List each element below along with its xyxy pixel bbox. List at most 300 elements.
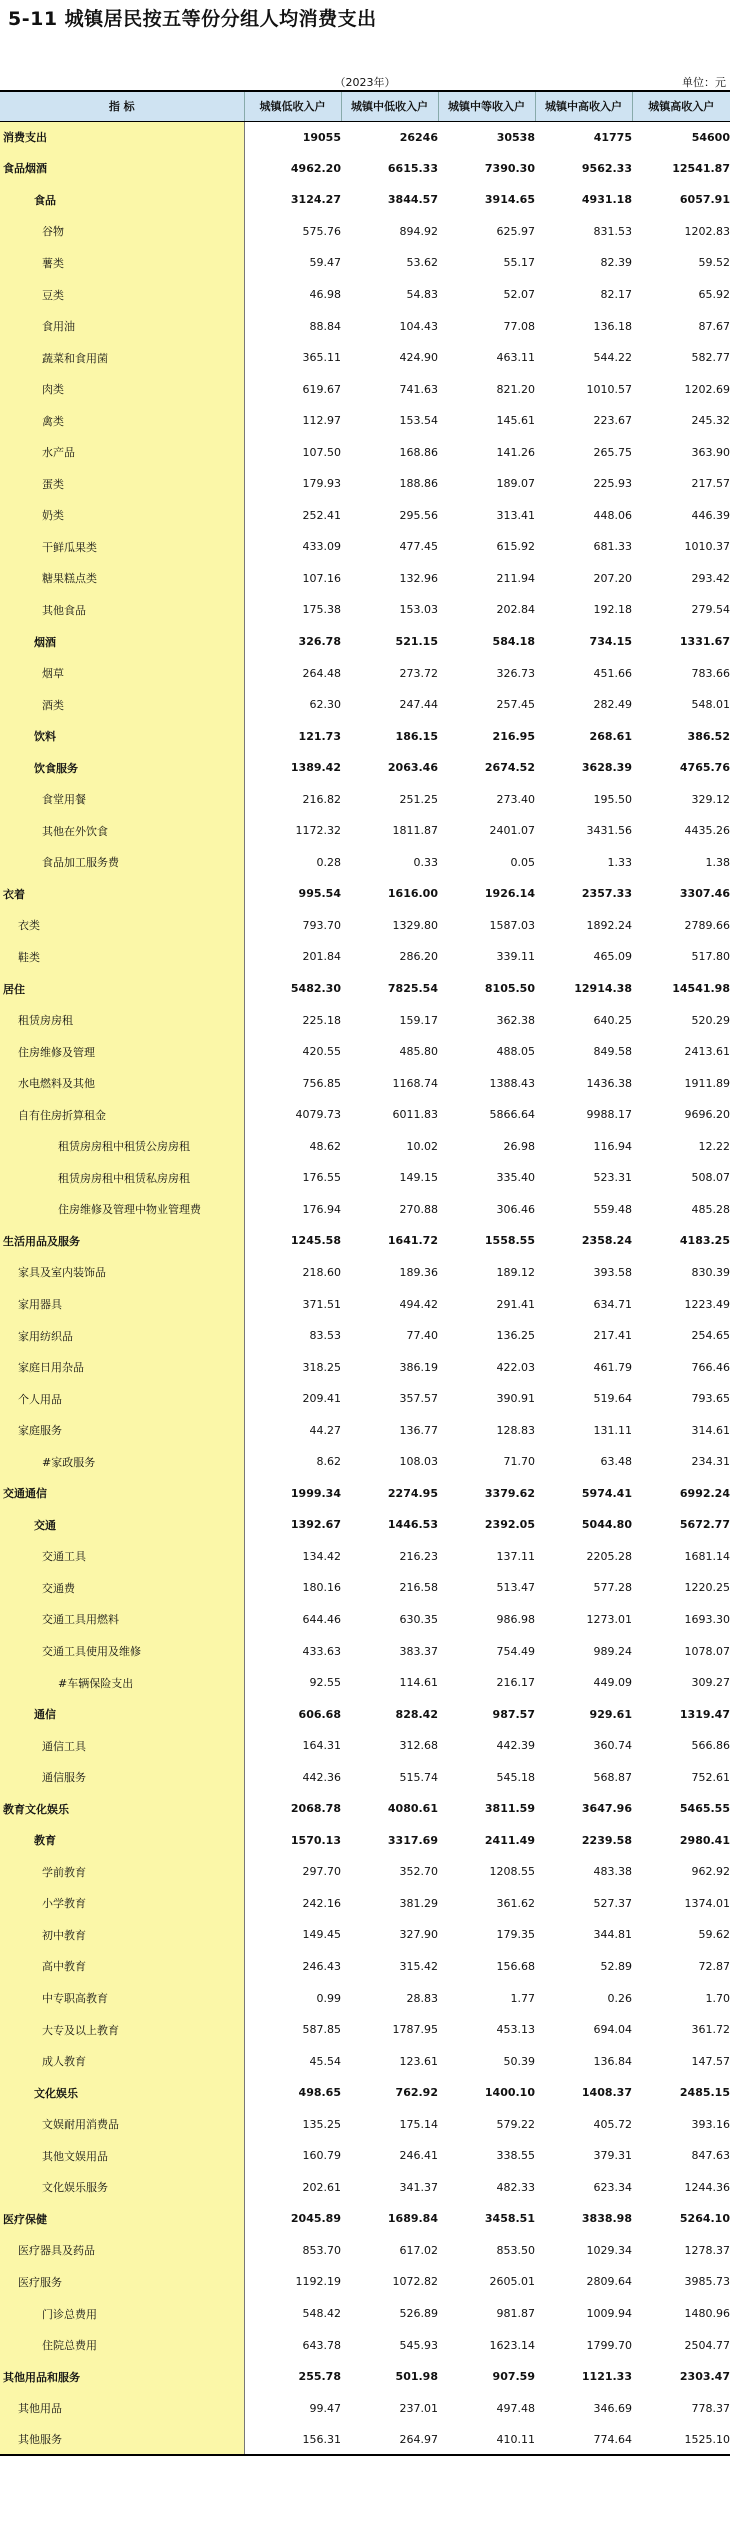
row-value: 291.41 (496, 1297, 535, 1311)
table-row (0, 626, 730, 658)
row-value: 87.67 (698, 319, 730, 333)
row-label: #家政服务 (0, 1446, 244, 1478)
row-value: 433.09 (302, 540, 341, 554)
row-label: 教育 (0, 1825, 244, 1857)
row-label: 衣着 (0, 878, 244, 910)
table-row (0, 2266, 730, 2298)
row-value: 587.85 (302, 2023, 341, 2037)
row-value: 112.97 (302, 414, 341, 428)
row-value: 5974.41 (581, 1486, 632, 1500)
row-value: 1480.96 (684, 2307, 730, 2320)
row-value: 485.28 (691, 1202, 730, 1216)
row-value: 1168.74 (392, 1076, 438, 1090)
row-value: 209.41 (302, 1392, 341, 1406)
table-row (0, 1478, 730, 1510)
row-value: 1172.32 (295, 824, 341, 838)
row-value: 619.67 (302, 382, 341, 396)
row-value: 579.22 (496, 2117, 535, 2131)
row-value: 1400.10 (484, 2086, 535, 2100)
row-value: 327.90 (399, 1928, 438, 1942)
row-value: 1121.33 (581, 2370, 632, 2384)
row-value: 52.07 (503, 288, 535, 301)
row-value: 821.20 (496, 382, 535, 396)
row-value: 175.14 (399, 2117, 438, 2131)
row-value: 312.68 (399, 1739, 438, 1753)
row-value: 410.11 (438, 2424, 535, 2456)
row-value: 3914.65 (484, 193, 535, 207)
row-value: 346.69 (593, 2401, 632, 2415)
row-value: 273.72 (399, 666, 438, 680)
row-value: 379.31 (593, 2149, 632, 2163)
row-value: 0.99 (316, 1991, 341, 2005)
row-value: 2980.41 (679, 1833, 730, 1847)
row-value: 451.66 (593, 666, 632, 680)
row-value: 179.93 (302, 477, 341, 491)
row-value: 449.09 (593, 1676, 632, 1690)
row-value: 147.57 (691, 2054, 730, 2068)
column-header-lower-middle-income: 城镇中低收入户 (341, 91, 438, 121)
row-label: 家具及室内装饰品 (0, 1257, 244, 1289)
row-label: 饮料 (0, 720, 244, 752)
row-value: 352.70 (399, 1865, 438, 1879)
row-value: 1570.13 (290, 1833, 341, 1847)
row-value: 282.49 (593, 698, 632, 712)
row-value: 12.22 (698, 1139, 730, 1153)
row-value: 189.36 (399, 1265, 438, 1279)
row-value: 386.19 (399, 1360, 438, 1374)
row-label: 教育文化娱乐 (0, 1793, 244, 1825)
row-value: 453.13 (496, 2023, 535, 2037)
table-row (0, 1004, 730, 1036)
row-value: 393.16 (691, 2117, 730, 2131)
row-value: 5465.55 (679, 1802, 730, 1816)
row-label: 其他文娱用品 (0, 2140, 244, 2172)
row-value: 3838.98 (581, 2212, 632, 2226)
row-value: 482.33 (496, 2180, 535, 2194)
row-value: 523.31 (593, 1171, 632, 1185)
row-value: 156.68 (496, 1959, 535, 1973)
row-value: 545.18 (496, 1770, 535, 1784)
row-label: 租赁房房租中租赁公房房租 (0, 1131, 244, 1163)
row-value: 962.92 (691, 1865, 730, 1879)
row-value: 1641.72 (387, 1234, 438, 1248)
row-value: 853.70 (302, 2243, 341, 2257)
table-header-row (0, 91, 730, 121)
row-value: 207.20 (593, 571, 632, 585)
row-value: 1331.67 (679, 635, 730, 649)
row-label: 文化娱乐 (0, 2077, 244, 2109)
table-row (0, 1383, 730, 1415)
row-label: 住房维修及管理 (0, 1036, 244, 1068)
column-header-low-income: 城镇低收入户 (244, 91, 341, 121)
row-value: 568.87 (593, 1770, 632, 1784)
row-value: 362.38 (496, 1013, 535, 1027)
row-value: 71.70 (503, 1455, 535, 1469)
row-value: 217.41 (593, 1329, 632, 1343)
table-row (0, 594, 730, 626)
row-value: 5482.30 (290, 982, 341, 996)
row-value: 3628.39 (581, 761, 632, 775)
row-value: 420.55 (302, 1045, 341, 1059)
table-row (0, 436, 730, 468)
table-row (0, 1825, 730, 1857)
row-value: 1811.87 (392, 824, 438, 838)
row-value: 519.64 (593, 1392, 632, 1406)
row-value: 2504.77 (684, 2338, 730, 2352)
table-row (0, 910, 730, 942)
row-value: 515.74 (399, 1770, 438, 1784)
row-label: 食品 (0, 184, 244, 216)
row-value: 1192.19 (295, 2275, 341, 2289)
row-value: 501.98 (395, 2370, 438, 2384)
table-row (0, 1351, 730, 1383)
table-row (0, 1888, 730, 1920)
row-value: 849.58 (593, 1045, 632, 1059)
row-label: 家庭服务 (0, 1414, 244, 1446)
row-value: 582.77 (691, 351, 730, 365)
row-value: 527.37 (593, 1896, 632, 1910)
column-header-middle-income: 城镇中等收入户 (438, 91, 535, 121)
row-value: 1244.36 (684, 2180, 730, 2194)
row-label: 家庭日用杂品 (0, 1351, 244, 1383)
row-value: 41775 (593, 130, 632, 144)
table-row (0, 1951, 730, 1983)
row-value: 383.37 (399, 1644, 438, 1658)
column-header-indicator: 指 标 (0, 91, 244, 121)
table-row (0, 216, 730, 248)
row-value: 265.75 (593, 445, 632, 459)
row-value: 463.11 (496, 351, 535, 365)
row-value: 424.90 (399, 351, 438, 365)
row-value: 135.25 (302, 2117, 341, 2131)
row-value: 315.42 (399, 1959, 438, 1973)
row-value: 82.39 (600, 256, 632, 270)
row-value: 2392.05 (484, 1518, 535, 1532)
row-value: 2674.52 (484, 761, 535, 775)
row-label: 通信工具 (0, 1730, 244, 1762)
row-value: 2068.78 (290, 1802, 341, 1816)
row-value: 1911.89 (684, 1076, 730, 1090)
row-value: 176.94 (302, 1202, 341, 1216)
row-value: 3307.46 (679, 887, 730, 901)
table-row (0, 815, 730, 847)
table-row (0, 531, 730, 563)
row-value: 234.31 (691, 1455, 730, 1469)
row-value: 77.40 (406, 1329, 438, 1343)
row-label: 衣类 (0, 910, 244, 942)
row-label: 自有住房折算租金 (0, 1099, 244, 1131)
row-label: 医疗器具及药品 (0, 2235, 244, 2267)
row-value: 1220.25 (684, 1581, 730, 1595)
row-value: 465.09 (593, 950, 632, 964)
table-row (0, 973, 730, 1005)
row-label: 居住 (0, 973, 244, 1005)
table-row (0, 2424, 730, 2456)
table-row (0, 2203, 730, 2235)
row-value: 62.30 (309, 698, 341, 712)
row-value: 318.25 (302, 1360, 341, 1374)
row-value: 195.50 (593, 792, 632, 806)
row-value: 1525.10 (632, 2424, 730, 2456)
row-value: 1408.37 (581, 2086, 632, 2100)
row-label: 水电燃料及其他 (0, 1067, 244, 1099)
row-value: 2205.28 (586, 1549, 632, 1563)
row-label: 住院总费用 (0, 2329, 244, 2361)
row-value: 4435.26 (684, 824, 730, 838)
row-value: 752.61 (691, 1770, 730, 1784)
row-value: 2485.15 (679, 2086, 730, 2100)
row-value: 1587.03 (489, 918, 535, 932)
table-row (0, 1919, 730, 1951)
row-value: 577.28 (593, 1581, 632, 1595)
table-row (0, 1446, 730, 1478)
row-value: 477.45 (399, 540, 438, 554)
row-value: 156.31 (244, 2424, 341, 2456)
row-value: 361.72 (691, 2023, 730, 2037)
row-value: 53.62 (406, 256, 438, 270)
table-row (0, 941, 730, 973)
year-label: （2023年） (334, 76, 396, 89)
row-value: 26246 (399, 130, 438, 144)
row-label: 门诊总费用 (0, 2298, 244, 2330)
row-value: 634.71 (593, 1297, 632, 1311)
row-label: 生活用品及服务 (0, 1225, 244, 1257)
row-value: 548.01 (691, 698, 730, 712)
table-row (0, 342, 730, 374)
row-value: 2357.33 (581, 887, 632, 901)
row-value: 5264.10 (679, 2212, 730, 2226)
row-value: 929.61 (589, 1707, 632, 1721)
table-row (0, 2329, 730, 2361)
row-value: 2063.46 (387, 761, 438, 775)
row-value: 1689.84 (387, 2212, 438, 2226)
row-label: 住房维修及管理中物业管理费 (0, 1194, 244, 1226)
table-row (0, 2140, 730, 2172)
row-value: 405.72 (593, 2117, 632, 2131)
table-row (0, 878, 730, 910)
row-value: 644.46 (302, 1612, 341, 1626)
table-row (0, 1257, 730, 1289)
row-value: 153.54 (399, 414, 438, 428)
row-value: 2358.24 (581, 1234, 632, 1248)
row-value: 136.25 (496, 1329, 535, 1343)
row-value: 131.11 (593, 1423, 632, 1437)
row-value: 338.55 (496, 2149, 535, 2163)
row-value: 3379.62 (484, 1486, 535, 1500)
row-value: 508.07 (691, 1171, 730, 1185)
row-label: 租赁房房租 (0, 1004, 244, 1036)
row-value: 136.84 (593, 2054, 632, 2068)
row-value: 6992.24 (679, 1486, 730, 1500)
row-value: 309.27 (691, 1676, 730, 1690)
row-label: 其他用品和服务 (0, 2361, 244, 2393)
row-value: 293.42 (691, 571, 730, 585)
row-value: 4765.76 (679, 761, 730, 775)
table-row (0, 2077, 730, 2109)
row-value: 3458.51 (484, 2212, 535, 2226)
row-value: 989.24 (593, 1644, 632, 1658)
row-value: 2401.07 (489, 824, 535, 838)
row-value: 247.44 (399, 698, 438, 712)
table-row (0, 2172, 730, 2204)
row-value: 0.05 (510, 855, 535, 869)
row-value: 734.15 (589, 635, 632, 649)
row-value: 218.60 (302, 1265, 341, 1279)
row-value: 681.33 (593, 540, 632, 554)
row-value: 2411.49 (484, 1833, 535, 1847)
row-value: 329.12 (691, 792, 730, 806)
row-value: 584.18 (492, 635, 535, 649)
row-value: 134.42 (302, 1549, 341, 1563)
row-value: 498.65 (298, 2086, 341, 2100)
row-value: 189.07 (496, 477, 535, 491)
table-row (0, 1194, 730, 1226)
row-value: 545.93 (399, 2338, 438, 2352)
row-value: 640.25 (593, 1013, 632, 1027)
row-value: 216.95 (492, 729, 535, 743)
row-value: 270.88 (399, 1202, 438, 1216)
row-value: 335.40 (496, 1171, 535, 1185)
row-value: 4962.20 (290, 161, 341, 175)
row-label: 交通 (0, 1509, 244, 1541)
row-value: 72.87 (698, 1959, 730, 1973)
row-value: 5044.80 (581, 1518, 632, 1532)
row-value: 793.65 (691, 1392, 730, 1406)
row-value: 104.43 (399, 319, 438, 333)
row-value: 544.22 (593, 351, 632, 365)
row-value: 483.38 (593, 1865, 632, 1879)
row-value: 2239.58 (581, 1833, 632, 1847)
row-value: 251.25 (399, 792, 438, 806)
row-value: 1009.94 (586, 2307, 632, 2320)
row-value: 4079.73 (295, 1108, 341, 1122)
row-value: 107.50 (302, 445, 341, 459)
row-value: 45.54 (309, 2054, 341, 2068)
table-row (0, 247, 730, 279)
row-value: 0.28 (316, 855, 341, 869)
row-value: 1892.24 (586, 918, 632, 932)
row-value: 1078.07 (684, 1644, 730, 1658)
row-value: 448.06 (593, 508, 632, 522)
row-label: 烟草 (0, 657, 244, 689)
row-value: 3811.59 (484, 1802, 535, 1816)
row-value: 488.05 (496, 1045, 535, 1059)
row-value: 7825.54 (387, 982, 438, 996)
row-value: 257.45 (496, 698, 535, 712)
row-value: 1616.00 (387, 887, 438, 901)
table-row (0, 153, 730, 185)
row-value: 847.63 (691, 2149, 730, 2163)
row-label: 食品烟酒 (0, 153, 244, 185)
row-value: 2303.47 (679, 2370, 730, 2384)
row-value: 48.62 (309, 1139, 341, 1153)
row-label: 肉类 (0, 373, 244, 405)
row-value: 4931.18 (581, 193, 632, 207)
table-row (0, 1541, 730, 1573)
row-value: 497.48 (496, 2401, 535, 2415)
table-row (0, 1162, 730, 1194)
row-label: 酒类 (0, 689, 244, 721)
table-row (0, 657, 730, 689)
table-row (0, 1698, 730, 1730)
row-value: 393.58 (593, 1265, 632, 1279)
table-row (0, 752, 730, 784)
row-value: 6615.33 (387, 161, 438, 175)
row-label: 食用油 (0, 310, 244, 342)
row-value: 54.83 (406, 288, 438, 301)
row-value: 77.08 (503, 319, 535, 333)
row-value: 442.39 (496, 1739, 535, 1753)
row-label: 鞋类 (0, 941, 244, 973)
table-row (0, 1414, 730, 1446)
row-label: 水产品 (0, 436, 244, 468)
row-value: 566.86 (691, 1739, 730, 1753)
row-label: #车辆保险支出 (0, 1667, 244, 1699)
row-value: 1388.43 (489, 1076, 535, 1090)
row-label: 交通工具使用及维修 (0, 1635, 244, 1667)
row-value: 9988.17 (586, 1108, 632, 1122)
row-value: 5672.77 (679, 1518, 730, 1532)
row-value: 442.36 (302, 1770, 341, 1784)
row-value: 2274.95 (387, 1486, 438, 1500)
table-row (0, 2108, 730, 2140)
row-value: 216.58 (399, 1581, 438, 1595)
row-value: 128.83 (496, 1423, 535, 1437)
row-value: 774.64 (535, 2424, 632, 2456)
row-value: 114.61 (399, 1676, 438, 1690)
row-value: 1223.49 (684, 1297, 730, 1311)
row-value: 520.29 (691, 1013, 730, 1027)
row-label: 中专职高教育 (0, 1982, 244, 2014)
row-value: 99.47 (309, 2401, 341, 2415)
table-row (0, 2392, 730, 2424)
row-value: 1.70 (705, 1991, 730, 2005)
row-label: 其他食品 (0, 594, 244, 626)
row-value: 108.03 (399, 1455, 438, 1469)
table-row (0, 2235, 730, 2267)
row-value: 8.62 (316, 1455, 341, 1469)
row-value: 1329.80 (392, 918, 438, 932)
row-value: 390.91 (496, 1392, 535, 1406)
row-value: 211.94 (496, 571, 535, 585)
row-value: 1319.47 (679, 1707, 730, 1721)
consumption-table (0, 90, 730, 2456)
table-row (0, 1509, 730, 1541)
table-row (0, 1730, 730, 1762)
row-value: 201.84 (302, 950, 341, 964)
row-value: 202.61 (302, 2180, 341, 2194)
row-value: 19055 (302, 130, 341, 144)
row-value: 756.85 (302, 1076, 341, 1090)
row-value: 313.41 (496, 508, 535, 522)
row-value: 1389.42 (290, 761, 341, 775)
row-value: 82.17 (600, 288, 632, 301)
row-value: 617.02 (399, 2243, 438, 2257)
table-row (0, 1856, 730, 1888)
row-value: 1446.53 (387, 1518, 438, 1532)
row-value: 279.54 (691, 603, 730, 617)
row-label: 高中教育 (0, 1951, 244, 1983)
row-value: 995.54 (298, 887, 341, 901)
table-row (0, 2298, 730, 2330)
row-value: 741.63 (399, 382, 438, 396)
row-value: 180.16 (302, 1581, 341, 1595)
row-value: 188.86 (399, 477, 438, 491)
row-value: 341.37 (399, 2180, 438, 2194)
table-row (0, 1793, 730, 1825)
row-value: 216.17 (496, 1676, 535, 1690)
row-label: 薯类 (0, 247, 244, 279)
